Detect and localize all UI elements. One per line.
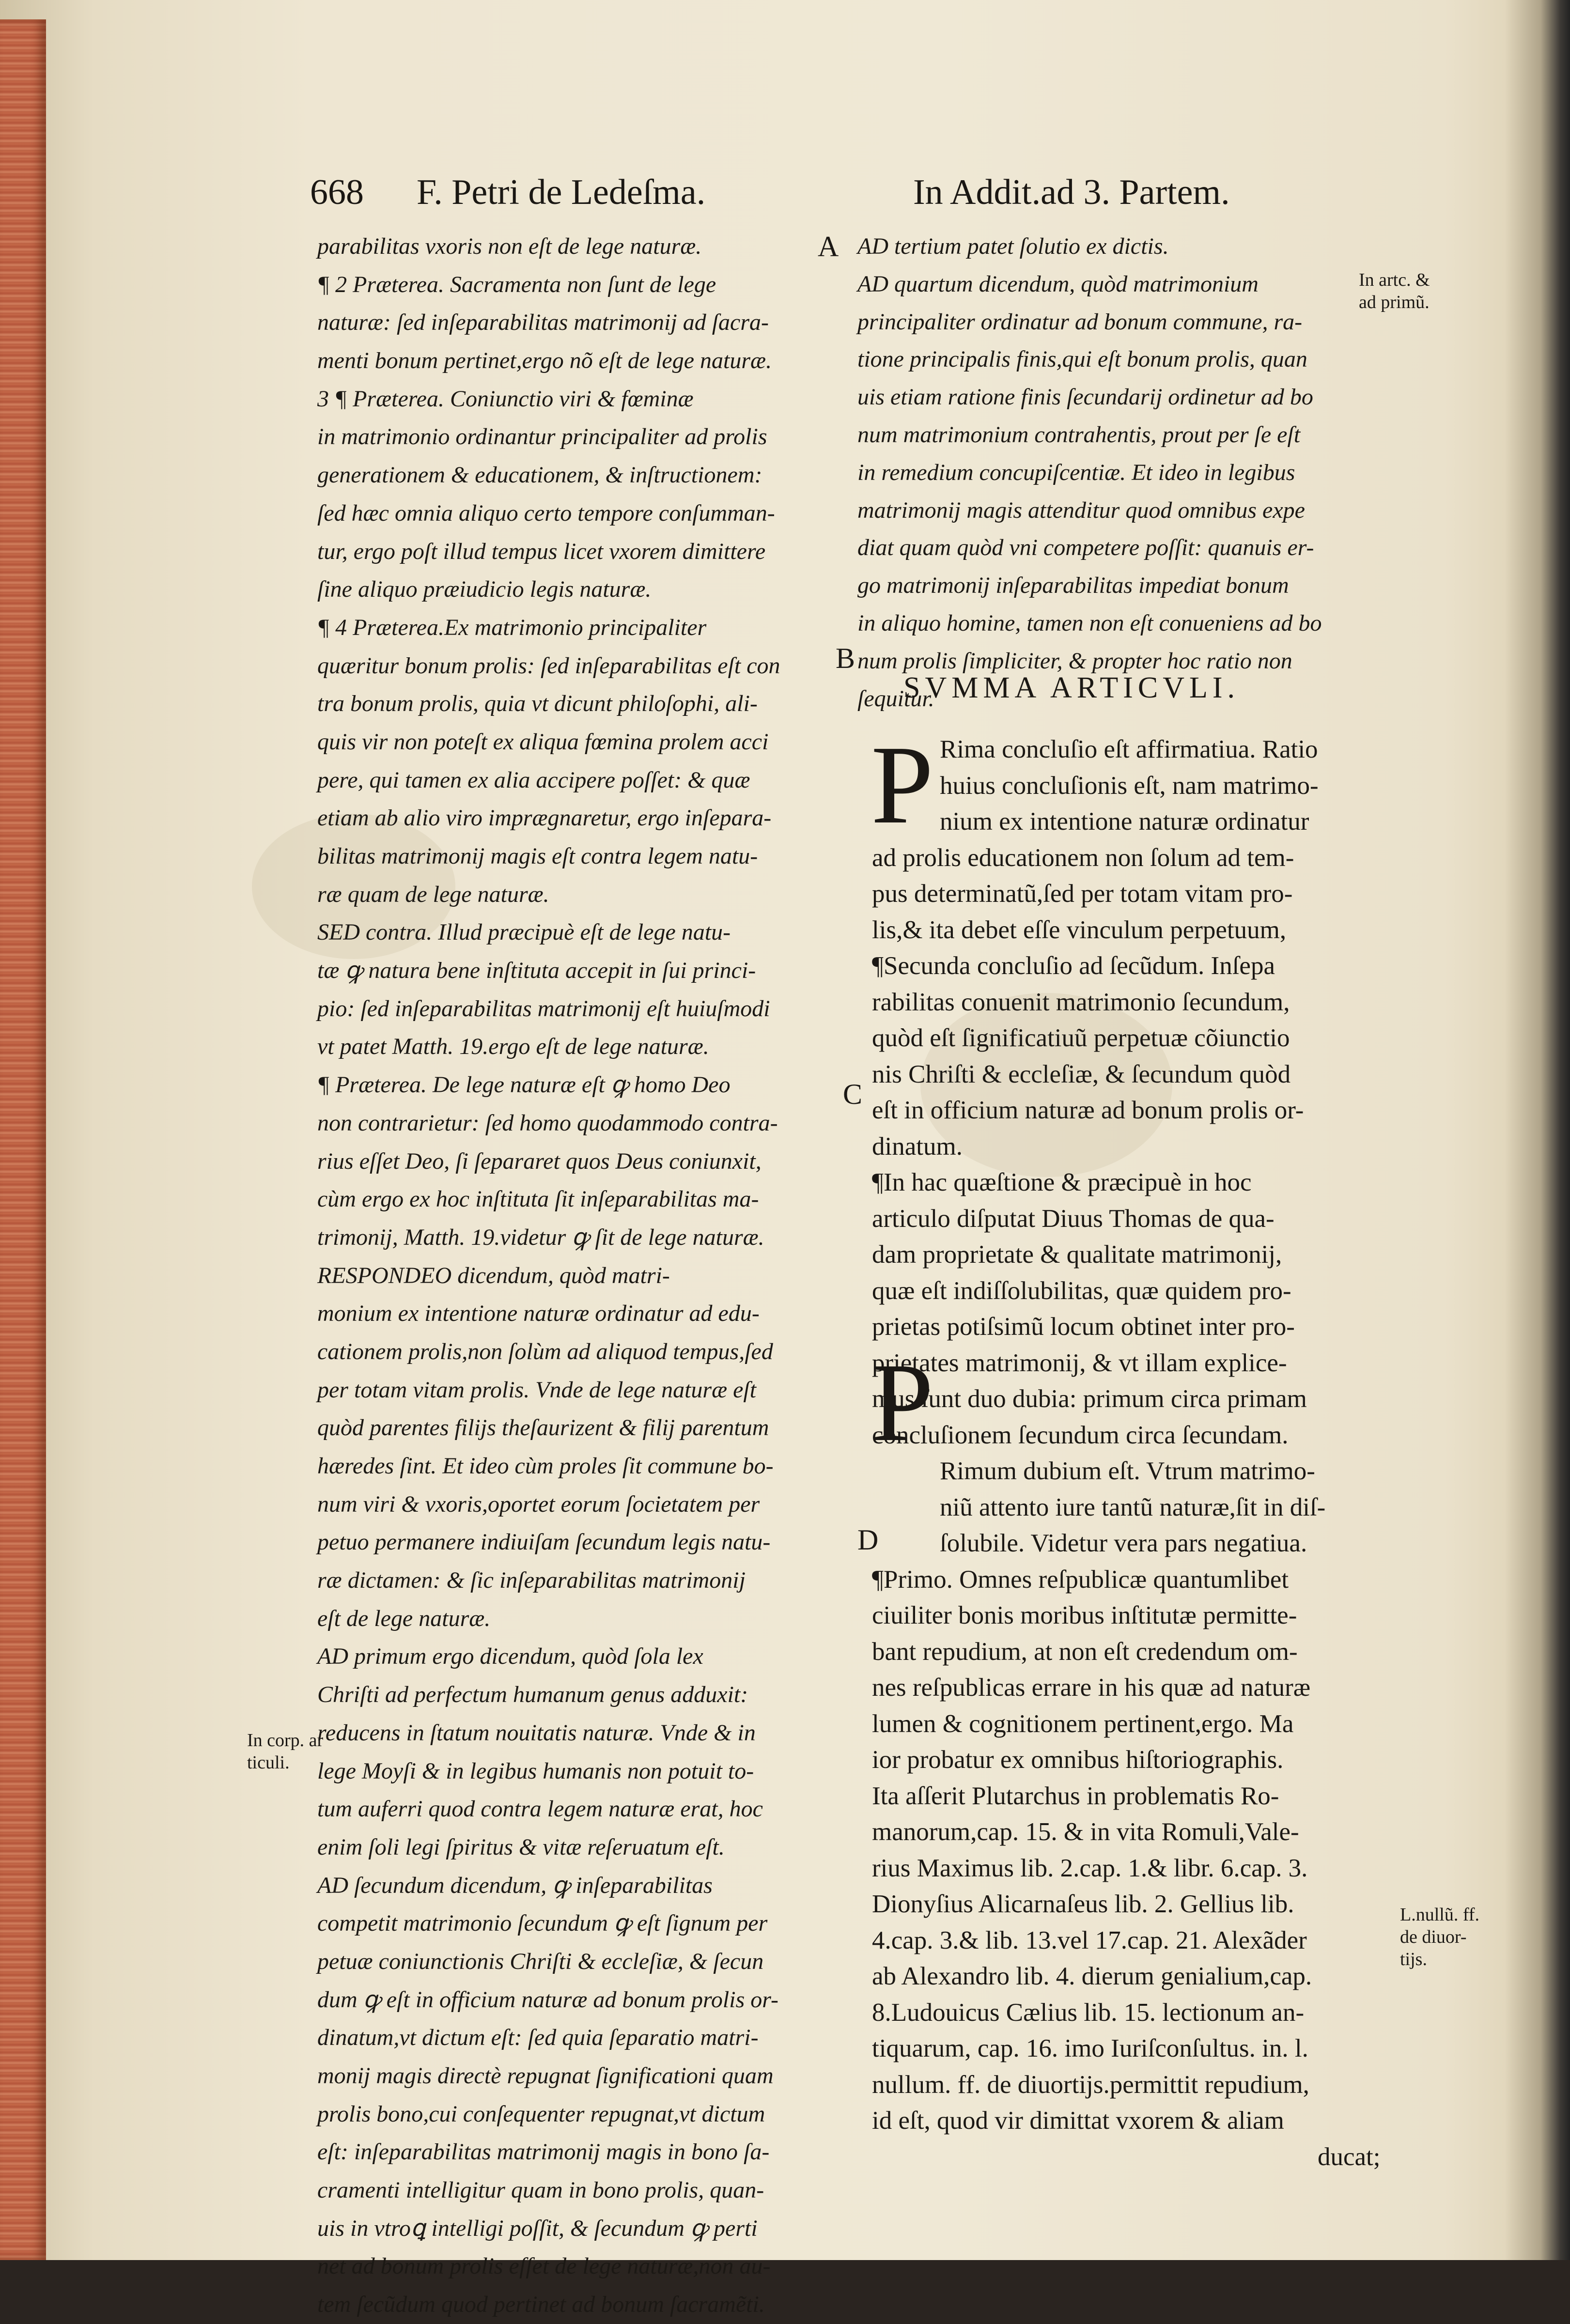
text-line: articulo diſputat Diuus Thomas de qua- <box>872 1204 1275 1233</box>
text-line: 4.cap. 3.& lib. 13.vel 17.cap. 21. Alexãder <box>872 1926 1307 1954</box>
text-line: in remedium concupiſcentiæ. Et ideo in legibus <box>857 459 1295 485</box>
text-line: in aliquo homine, tamen non eſt conueniens ad bo <box>857 610 1322 636</box>
text-line: reducens in ſtatum nouitatis naturæ. Vnde & in <box>317 1720 756 1746</box>
text-line: tem ſecũdum quod pertinet ad bonum ſacramẽti. <box>317 2292 765 2318</box>
text-line: quòd parentes filijs theſaurizent & filij parentum <box>317 1415 769 1441</box>
text-line: ræ quam de lege naturæ. <box>317 881 549 907</box>
text-line: naturæ: ſed inſeparabilitas matrimonij ad ſacra- <box>317 310 769 336</box>
text-line: cùm ergo ex hoc inſtituta ſit inſeparabilitas ma- <box>317 1186 759 1212</box>
running-head-section: In Addit.ad 3. Partem. <box>913 172 1230 212</box>
text-line: quæ eſt indiſſolubilitas, quæ quidem pro- <box>872 1276 1291 1305</box>
drop-cap: P <box>871 1340 934 1465</box>
text-line: eſt de lege naturæ. <box>317 1605 491 1631</box>
text-line: menti bonum pertinet,ergo nõ eſt de lege naturæ. <box>317 348 772 374</box>
text-line: uis etiam ratione finis ſecundarij ordinetur ad bo <box>857 384 1313 410</box>
drop-cap: P <box>871 723 934 847</box>
page-fore-edge <box>0 19 46 2260</box>
text-line: ¶Secunda concluſio ad ſecũdum. Inſepa <box>872 952 1275 980</box>
text-line: ¶In hac quæſtione & præcipuè in hoc <box>872 1168 1252 1196</box>
text-line: ¶ Præterea. De lege naturæ eſt ꝙ homo Deo <box>317 1072 731 1098</box>
text-line: lege Moyſi & in legibus humanis non potuit to- <box>317 1758 754 1784</box>
text-line: concluſionem ſecundum circa ſecundam. <box>872 1421 1289 1449</box>
text-line: rabilitas conuenit matrimonio ſecundum, <box>872 988 1290 1016</box>
text-line: quis vir non poteſt ex aliqua fœmina prolem acci <box>317 728 769 755</box>
text-line: eſt in officium naturæ ad bonum prolis or- <box>872 1096 1304 1124</box>
text-line: tra bonum prolis, quia vt dicunt philoſophi, ali- <box>317 691 758 717</box>
text-line: ſolubile. Videtur vera pars negatiua. <box>940 1529 1307 1557</box>
text-line: ciuiliter bonis moribus inſtitutæ permitte- <box>872 1601 1297 1629</box>
text-line: cationem prolis,non ſolùm ad aliquod tempus,ſed <box>317 1338 773 1364</box>
text-line: cramenti intelligitur quam in bono prolis, quan- <box>317 2177 764 2203</box>
text-line: uis in vtroꝗ intelligi poſſit, & ſecundum ꝙ perti <box>317 2215 758 2241</box>
text-line: ſed hæc omnia aliquo certo tempore conſumman- <box>317 500 775 526</box>
text-line: 3 ¶ Præterea. Coniunctio viri & fœminæ <box>317 386 694 412</box>
text-line: Rima concluſio eſt affirmatiua. Ratio <box>940 735 1318 763</box>
text-line: dinatum. <box>872 1132 963 1161</box>
text-line: tur, ergo poſt illud tempus licet vxorem dimittere <box>317 538 766 564</box>
text-line: generationem & educationem, & inſtructionem: <box>317 462 762 488</box>
text-line: Chriſti ad perfectum humanum genus adduxit: <box>317 1682 748 1708</box>
text-line: quòd eſt ſignificatiuũ perpetuæ cõiunctio <box>872 1024 1290 1052</box>
summa-heading: SVMMA ARTICVLI. <box>903 671 1240 704</box>
catchword: ducat; <box>1318 2142 1381 2171</box>
text-line: ſequitur. <box>857 685 934 712</box>
left-column <box>317 228 828 2324</box>
text-line: prolis bono,cui conſequenter repugnat,vt dictum <box>317 2101 765 2127</box>
text-line: in matrimonio ordinantur principaliter ad prolis <box>317 424 767 450</box>
text-line: prietas potiſsimũ locum obtinet inter pro- <box>872 1313 1295 1341</box>
text-line: niũ attento iure tantũ naturæ,ſit in diſ- <box>940 1493 1326 1521</box>
text-line: dam proprietate & qualitate matrimonij, <box>872 1240 1282 1269</box>
text-line: tum auferri quod contra legem naturæ erat, hoc <box>317 1796 763 1822</box>
text-line: competit matrimonio ſecundum ꝙ eſt ſignum per <box>317 1910 768 1937</box>
text-line: huius concluſionis eſt, nam matrimo- <box>940 771 1319 800</box>
margin-note: In corp. ar ticuli. <box>247 1730 324 1773</box>
text-line: RESPONDEO dicendum, quòd matri- <box>317 1262 670 1288</box>
text-line: AD quartum dicendum, quòd matrimonium <box>857 271 1259 297</box>
text-line: nis Chriſti & eccleſiæ, & ſecundum quòd <box>872 1060 1291 1088</box>
text-line: principaliter ordinatur ad bonum commune, ra- <box>857 309 1303 335</box>
text-line: enim ſoli legi ſpiritus & vitæ reſeruatum eſt. <box>317 1834 725 1860</box>
text-line: go matrimonij inſeparabilitas impediat bonum <box>857 573 1289 599</box>
text-line: prietates matrimonij, & vt illam explice- <box>872 1348 1287 1377</box>
text-line: trimonij, Matth. 19.videtur ꝙ ſit de lege naturæ. <box>317 1224 764 1250</box>
text-line: ad prolis educationem non ſolum ad tem- <box>872 843 1294 872</box>
text-line: id eſt, quod vir dimittat vxorem & aliam <box>872 2107 1284 2135</box>
right-column-top <box>857 228 1347 717</box>
text-line: non contrarietur: ſed homo quodammodo contra- <box>317 1110 778 1136</box>
text-line: num prolis ſimpliciter, & propter hoc ratio non <box>857 648 1292 674</box>
text-line: ſine aliquo præiudicio legis naturæ. <box>317 576 652 603</box>
text-line: parabilitas vxoris non eſt de lege naturæ. <box>317 233 702 259</box>
text-line: per totam vitam prolis. Vnde de lege naturæ eſt <box>317 1377 757 1403</box>
text-line: ¶Primo. Omnes reſpublicæ quantumlibet <box>872 1565 1289 1594</box>
text-line: nullum. ff. de diuortijs.permittit repudium, <box>872 2070 1309 2099</box>
text-line: 8.Ludouicus Cælius lib. 15. lectionum an- <box>872 1998 1305 2027</box>
margin-note: In artc. & ad primũ. <box>1359 270 1430 312</box>
text-line: manorum,cap. 15. & in vita Romuli,Vale- <box>872 1818 1299 1846</box>
text-line: ior probatur ex omnibus hiſtoriographis. <box>872 1746 1284 1774</box>
margin-letter-d: D <box>857 1524 879 1556</box>
text-line: dinatum,vt dictum eſt: ſed quia ſeparatio matri- <box>317 2025 759 2051</box>
text-line: Ita aſſerit Plutarchus in problematis Ro- <box>872 1782 1279 1810</box>
margin-letter-b: B <box>836 642 855 674</box>
text-line: AD primum ergo dicendum, quòd ſola lex <box>317 1643 703 1670</box>
text-line: tione principalis finis,qui eſt bonum prolis, quan <box>857 346 1307 372</box>
text-line: hæredes ſint. Et ideo cùm proles ſit commune bo- <box>317 1453 774 1479</box>
text-line: monium ex intentione naturæ ordinatur ad edu- <box>317 1301 760 1327</box>
text-line: ¶ 4 Præterea.Ex matrimonio principaliter <box>317 614 707 640</box>
margin-note: L.nullũ. ff. de diuor- tijs. <box>1400 1905 1479 1969</box>
folio-number: 668 <box>310 172 364 212</box>
text-line: rius Maximus lib. 2.cap. 1.& libr. 6.cap. 3. <box>872 1854 1308 1882</box>
text-line: AD ſecundum dicendum, ꝙ inſeparabilitas <box>317 1872 713 1898</box>
text-line: bilitas matrimonij magis eſt contra legem natu- <box>317 843 758 869</box>
margin-letter-c: C <box>843 1078 863 1110</box>
text-line: SED contra. Illud præcipuè eſt de lege natu- <box>317 919 731 945</box>
text-line: pere, qui tamen ex alia accipere poſſet: & quæ <box>317 767 750 793</box>
text-line: tæ ꝙ natura bene inſtituta accepit in ſui princi- <box>317 958 756 984</box>
text-line: monij magis directè repugnat ſignificationi quam <box>317 2063 774 2089</box>
text-line: eſt: inſeparabilitas matrimonij magis in bono ſa- <box>317 2139 770 2165</box>
text-line: dum ꝙ eſt in officium naturæ ad bonum prolis or- <box>317 1986 778 2013</box>
right-column <box>871 723 1385 2175</box>
margin-letter-a: A <box>818 231 839 263</box>
text-line: num matrimonium contrahentis, prout per ſe eſt <box>857 421 1301 448</box>
text-line: Rimum dubium eſt. Vtrum matrimo- <box>940 1457 1315 1485</box>
text-line: petuæ coniunctionis Chriſti & eccleſiæ, & ſecun <box>317 1948 764 1974</box>
text-line: rius eſſet Deo, ſi ſepararet quos Deus coniunxit, <box>317 1148 762 1174</box>
text-line: AD tertium patet ſolutio ex dictis. <box>857 233 1169 259</box>
text-line: diat quam quòd vni competere poſſit: quanuis er- <box>857 535 1314 561</box>
text-line: vt patet Matth. 19.ergo eſt de lege naturæ. <box>317 1034 709 1060</box>
text-line: nium ex intentione naturæ ordinatur <box>940 807 1309 836</box>
book-gutter-shadow <box>1505 0 1570 2260</box>
text-line: ræ dictamen: & ſic inſeparabilitas matrimonij <box>317 1567 746 1594</box>
text-line: mus ſunt duo dubia: primum circa primam <box>872 1385 1307 1413</box>
text-line: nes reſpublicas errare in his quæ ad naturæ <box>872 1673 1311 1702</box>
text-line: tiquarum, cap. 16. imo Iuriſconſultus. in. l. <box>872 2034 1308 2062</box>
running-head-author: F. Petri de Ledeſma. <box>417 172 706 212</box>
text-line: net ad bonum prolis eſſet de lege naturæ,non au- <box>317 2253 771 2279</box>
text-line: pus determinatũ,ſed per totam vitam pro- <box>872 880 1293 908</box>
text-line: pio: ſed inſeparabilitas matrimonij eſt huiuſmodi <box>317 995 770 1022</box>
text-line: quæritur bonum prolis: ſed inſeparabilitas eſt con <box>317 652 780 679</box>
text-line: bant repudium, at non eſt credendum om- <box>872 1637 1298 1666</box>
text-line: petuo permanere indiuiſam ſecundum legis natu- <box>317 1529 771 1555</box>
text-line: num viri & vxoris,oportet eorum ſocietatem per <box>317 1491 760 1517</box>
text-line: matrimonij magis attenditur quod omnibus expe <box>857 497 1305 523</box>
text-line: lis,& ita debet eſſe vinculum perpetuum, <box>872 915 1287 944</box>
text-line: etiam ab alio viro imprægnaretur, ergo inſepara- <box>317 805 772 831</box>
text-line: ¶ 2 Præterea. Sacramenta non ſunt de lege <box>317 271 716 297</box>
text-line: lumen & cognitionem pertinent,ergo. Ma <box>872 1709 1294 1738</box>
text-line: ab Alexandro lib. 4. dierum genialium,cap. <box>872 1962 1312 1990</box>
text-line: Dionyſius Alicarnaſeus lib. 2. Gellius lib. <box>872 1890 1294 1918</box>
